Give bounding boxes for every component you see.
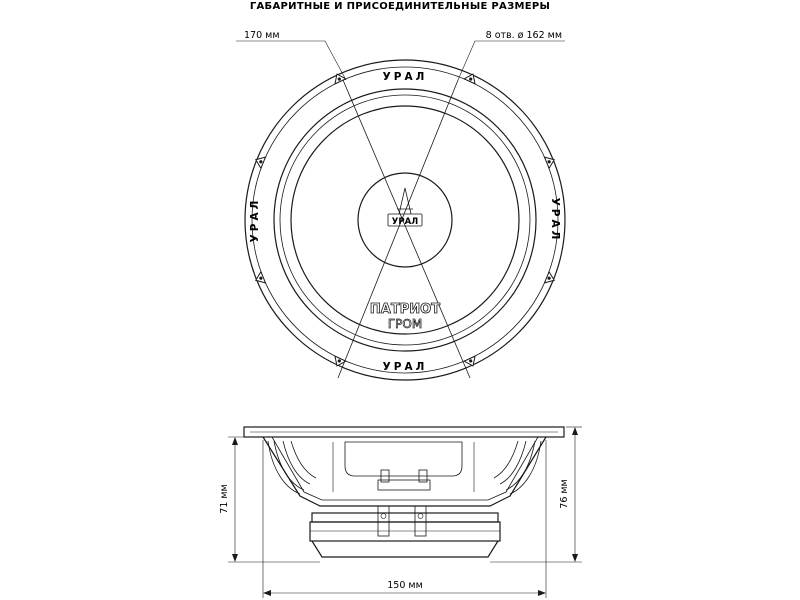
basket-arm-right-4 <box>494 441 518 478</box>
rim-brand-left: УРАЛ <box>249 197 261 243</box>
mounting-hole-5 <box>545 154 557 168</box>
cap-logo-text: УРАЛ <box>391 217 419 227</box>
terminal-bar <box>378 480 430 490</box>
basket-arm-left-1 <box>268 441 300 494</box>
terminal-hole-right <box>418 514 423 519</box>
holes-label: 8 отв. ø 162 мм <box>485 30 562 41</box>
terminal-tab-left <box>378 506 389 536</box>
basket-arm-right-1 <box>510 441 541 494</box>
magnet-body <box>310 522 500 541</box>
basket-inner-line <box>272 437 538 500</box>
mounting-hole-4 <box>464 72 478 84</box>
holes-leader <box>458 41 565 80</box>
top-view <box>236 30 565 380</box>
basket-window <box>345 442 462 476</box>
mounting-hole-7 <box>464 356 478 368</box>
terminal-hole-left <box>381 514 386 519</box>
cutout-label: 150 мм <box>387 580 423 591</box>
cap-logo <box>388 188 422 227</box>
terminal-block <box>378 470 430 536</box>
model-name: ПАТРИОТ <box>369 302 441 317</box>
magnet-top-plate <box>312 513 498 522</box>
mounting-hole-2 <box>254 154 266 168</box>
model-series: ГРОМ <box>387 317 423 331</box>
mounting-hole-1 <box>254 272 266 286</box>
outer-diameter-leader <box>236 41 346 80</box>
outer-diameter-label: 170 мм <box>244 30 280 41</box>
basket-arm-left-4 <box>291 441 316 478</box>
drawing-title: ГАБАРИТНЫЕ И ПРИСОЕДИНИТЕЛЬНЫЕ РАЗМЕРЫ <box>249 1 551 12</box>
rim-brand-top: УРАЛ <box>382 71 428 83</box>
logo-tower-icon <box>397 188 413 214</box>
side-view <box>219 427 582 598</box>
terminal-tab-right <box>415 506 426 536</box>
basket-outline <box>263 437 546 506</box>
mounting-hole-8 <box>332 356 346 368</box>
basket-arm-right-2 <box>506 441 535 490</box>
rim-brand-bottom: УРАЛ <box>382 361 428 373</box>
rim-brand-right: УРАЛ <box>549 197 561 243</box>
basket-arm-right-3 <box>500 441 526 484</box>
magnet-back-plate <box>312 541 498 557</box>
total-depth-label: 76 мм <box>559 479 570 509</box>
mounting-depth-label: 71 мм <box>219 484 230 514</box>
mounting-hole-6 <box>545 272 557 286</box>
